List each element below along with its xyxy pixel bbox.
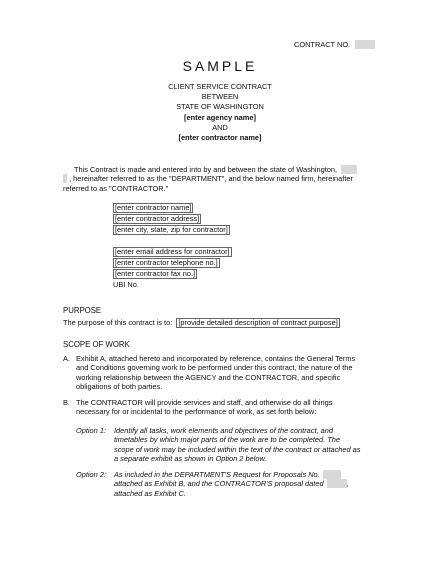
purpose-row	[63, 318, 340, 328]
option-2-label: Option 2:	[76, 470, 106, 479]
scope-item-a-label: A.	[63, 354, 70, 363]
purpose-description-input[interactable]: [provide detailed description of contract purpose]	[178, 318, 338, 327]
contract-number-field[interactable]	[355, 40, 375, 49]
scope-heading: SCOPE OF WORK	[63, 340, 130, 349]
contractor-name-field-title[interactable]: [enter contractor name]	[178, 133, 262, 143]
option-1-label: Option 1:	[76, 426, 106, 435]
title-and: AND	[212, 122, 228, 132]
contractor-email-input[interactable]: [enter email address for contractor]	[115, 247, 230, 256]
intro-text-3: referred to as "CONTRACTOR."	[63, 183, 169, 193]
option-1-line: scope of work may be included within the text of the contract or attached as	[114, 444, 361, 454]
sample-title: SAMPLE	[182, 58, 258, 74]
purpose-text: The purpose of this contract is to:	[63, 318, 173, 327]
scope-a-line: and Conditions governing work to be performed under this contract, the nature of the	[76, 363, 353, 373]
scope-a-line: obligations of both parties.	[76, 382, 163, 392]
contract-number-row	[294, 40, 375, 49]
scope-item-b-label: B.	[63, 398, 70, 407]
contractor-phone-input[interactable]: [enter contractor telephone no.]	[115, 258, 218, 267]
rfp-number-field[interactable]	[323, 470, 341, 479]
contractor-info-fields	[113, 203, 232, 289]
option-2-line: attached as Exhibit B, and the CONTRACTOR'S proposal dated	[114, 479, 324, 489]
option-2-text: As included in the DEPARTMENT'S Request for Proposals No. attached as Exhibit B, and the CONTRACTOR'S proposal dated , attached as Exhibit C.	[114, 470, 349, 498]
state-agency-field-1[interactable]	[341, 165, 357, 174]
intro-text-2: , hereinafter referred to as the "DEPARTMENT", and the below named firm, hereinafter	[69, 174, 353, 184]
title-line-3: STATE OF WASHINGTON	[176, 102, 264, 112]
option-1-line: a separate exhibit as shown in Option 2 below.	[114, 454, 267, 464]
scope-a-line: Exhibit A, attached hereto and incorporated by reference, contains the General Terms	[76, 354, 356, 363]
intro-text-1: This Contract is made and entered into by and between the state of Washington,	[74, 165, 338, 174]
contract-number-label: CONTRACT NO.	[294, 40, 351, 49]
agency-name-field[interactable]: [enter agency name]	[184, 112, 256, 122]
ubi-label: UBI No.	[113, 280, 139, 289]
contractor-city-input[interactable]: [enter city, state, zip for contractor]	[115, 225, 228, 234]
contractor-address-input[interactable]: [enter contractor address]	[115, 214, 200, 223]
option-2-line: attached as Exhibit C.	[114, 488, 186, 498]
scope-item-a-text	[76, 354, 355, 392]
proposal-date-field[interactable]	[327, 479, 347, 488]
scope-b-line: necessary for or incidental to the performance of work, as set forth below:	[76, 407, 317, 417]
state-agency-field-2[interactable]	[63, 174, 67, 183]
scope-item-b-text	[76, 398, 332, 417]
scope-a-line: working relationship between the AGENCY and the CONTRACTOR, and specific	[76, 372, 341, 382]
option-1-line: timetables by which major parts of the work are to be completed. The	[114, 435, 340, 445]
option-1-line: Identify all tasks, work elements and objectives of the contract, and	[114, 426, 333, 435]
title-line-1: CLIENT SERVICE CONTRACT	[168, 82, 272, 91]
contractor-fax-input[interactable]: [enter contractor fax no.]	[115, 269, 196, 278]
title-block	[120, 82, 320, 143]
contractor-name-input[interactable]: [enter contractor name]	[115, 203, 192, 212]
option-1-text	[114, 426, 361, 464]
purpose-heading: PURPOSE	[63, 306, 102, 315]
intro-paragraph	[63, 165, 383, 193]
title-line-2: BETWEEN	[201, 92, 239, 102]
scope-b-line: The CONTRACTOR will provide services and staff, and otherwise do all things	[76, 398, 333, 407]
option-2-line: As included in the DEPARTMENT'S Request for Proposals No.	[114, 470, 320, 479]
